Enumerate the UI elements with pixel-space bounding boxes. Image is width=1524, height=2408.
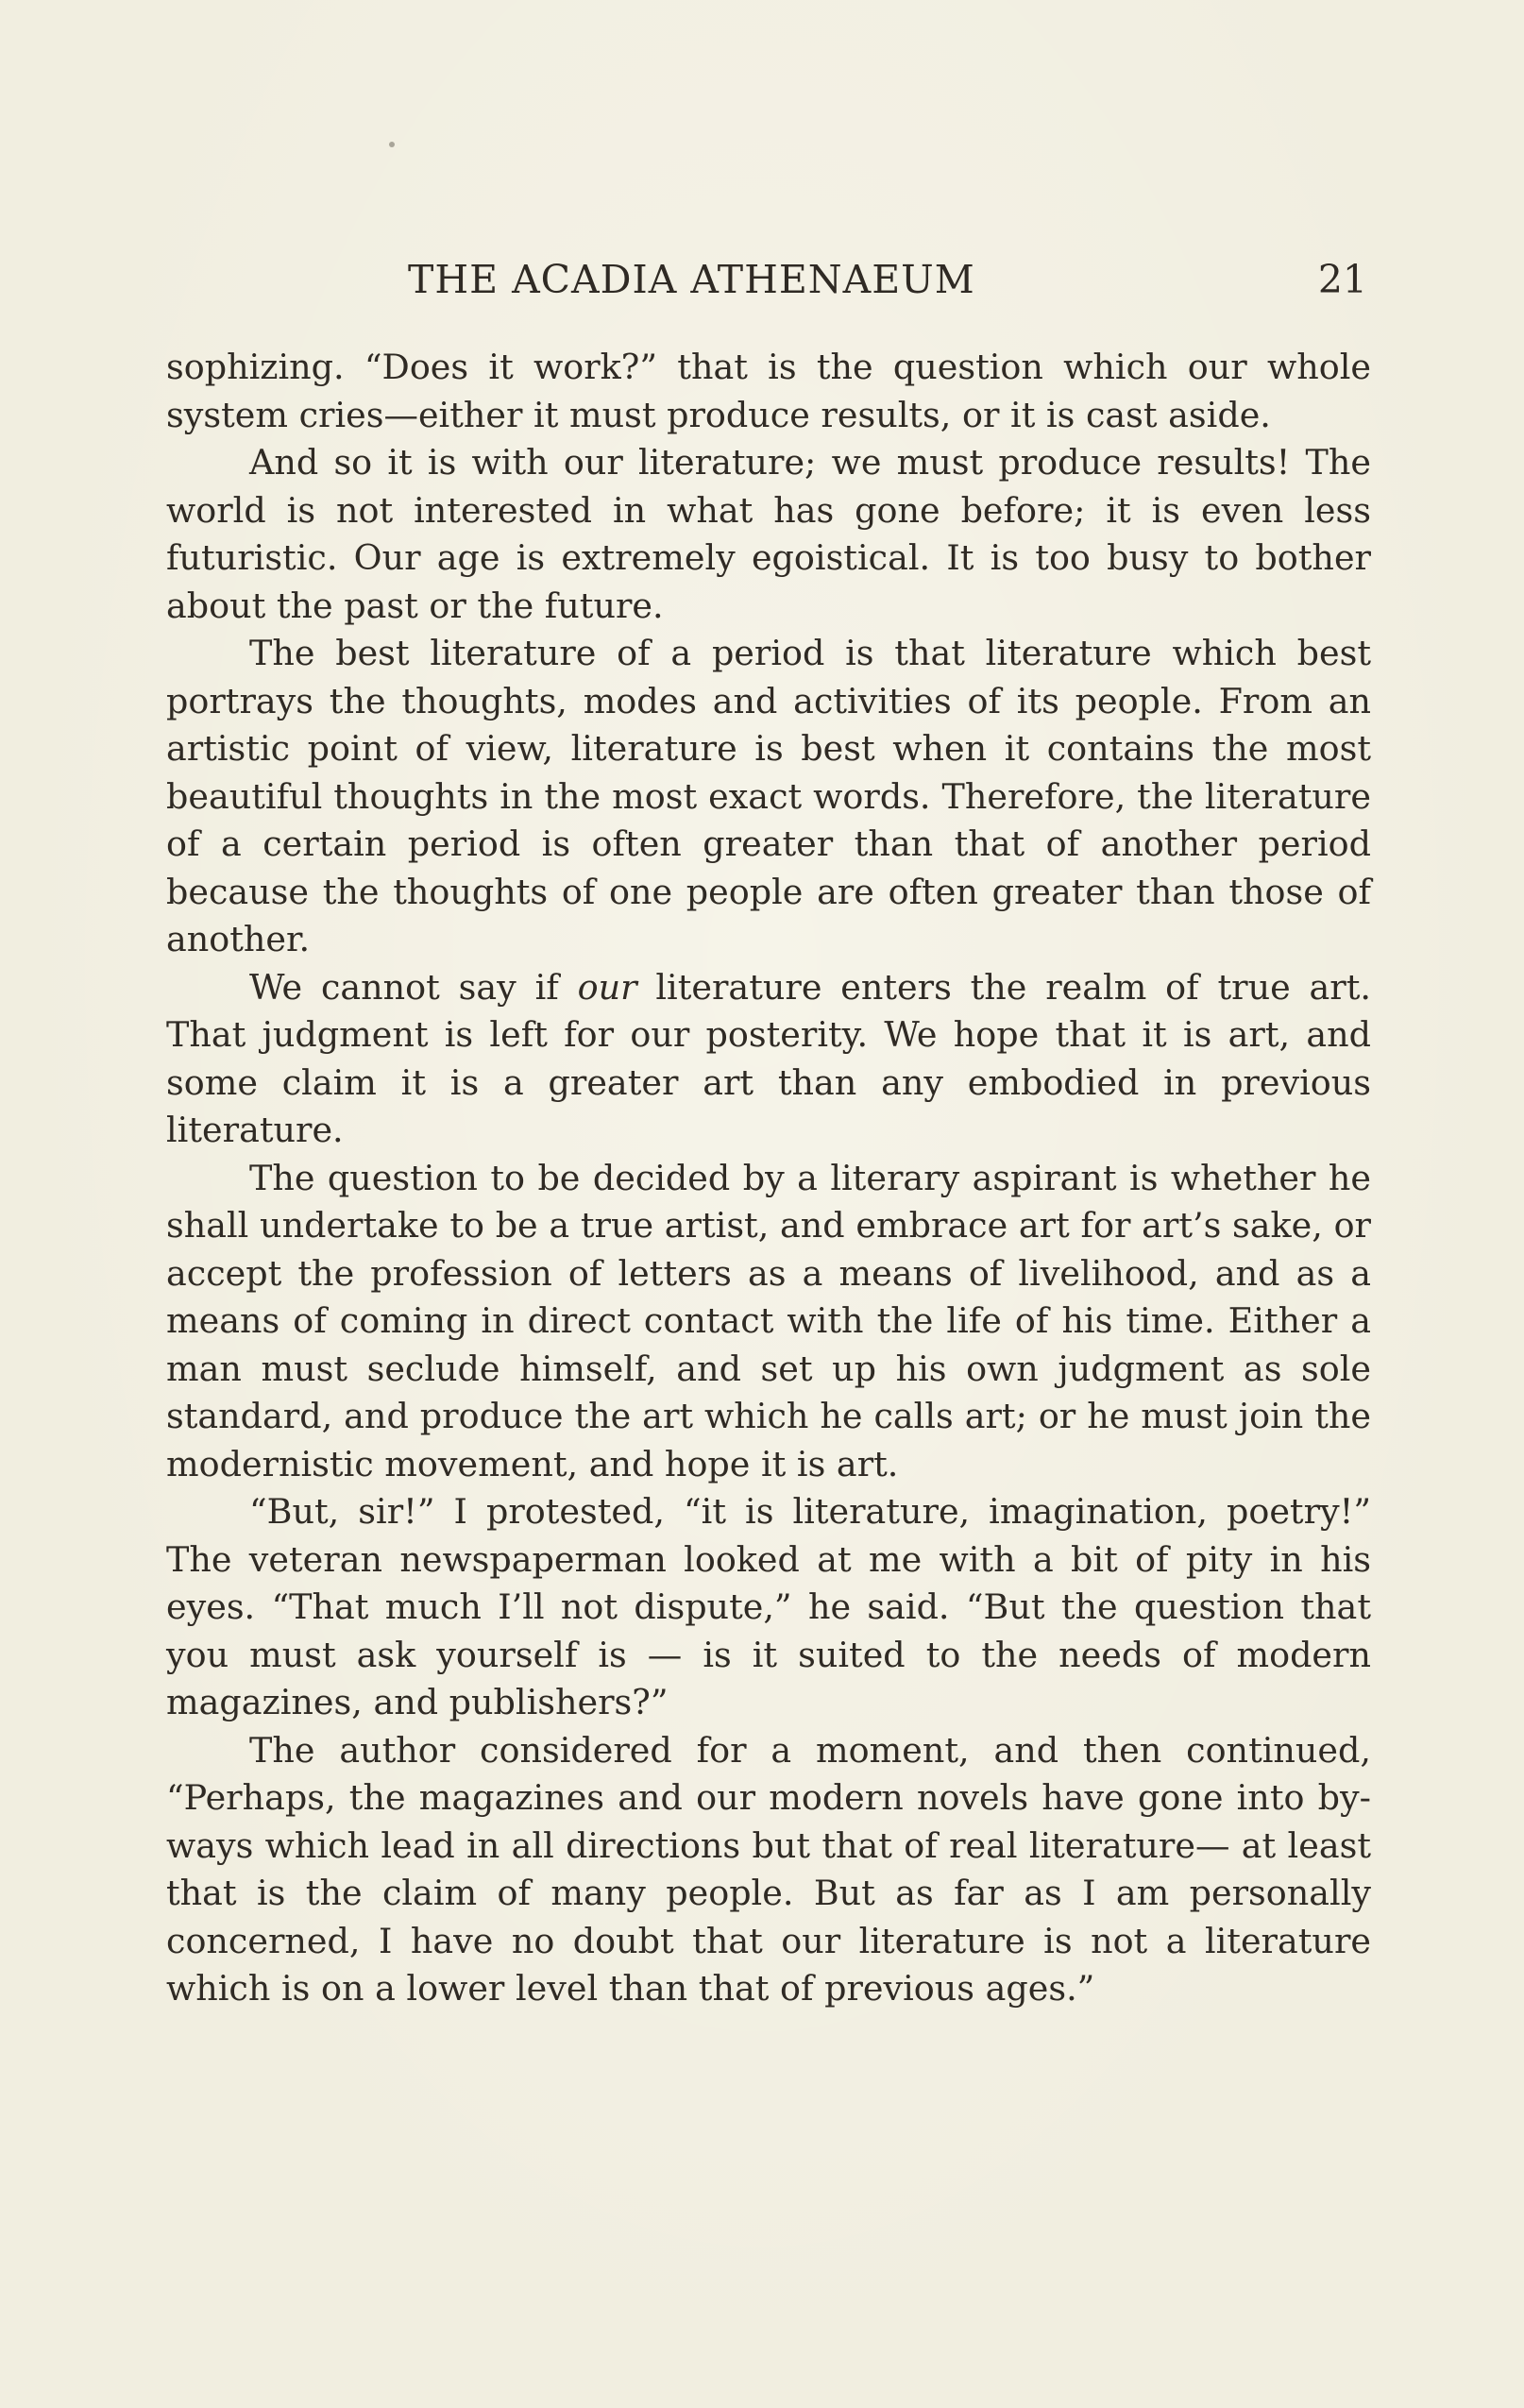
running-title: THE ACADIA ATHENAEUM (408, 257, 975, 302)
paragraph-4-end: literature enters the realm of true art. That judgment is left for our posterity. We hope that it is art, and some claim it is a greater art than any embodied in previous literature. (166, 966, 1371, 1150)
paragraph-6: “But, sir!” I protested, “it is literature, imagination, poetry!” The veteran newspaperman looked at me with a bit of pity in his eyes. “That much I’ll not dispute,” he said. “But the question that you must ask yourself is — is it suited to the needs of modern magazines, and publishers?” (166, 1491, 1371, 1722)
running-header (166, 253, 1367, 306)
italic-word: our (577, 966, 637, 1008)
paragraph-3: The best literature of a period is that literature which best portrays the thoughts, modes and activities of its people. From an artistic point of view, literature is best when it contains the most beautiful thoughts in the most exact words. Therefore, the literature of a certain period is often greater than that of another period because the thoughts of one people are often greater than those of another. (166, 633, 1371, 959)
page-number: 21 (1317, 257, 1367, 302)
article-body (166, 344, 1371, 2013)
paragraph-2: And so it is with our literature; we must produce results! The world is not interested in what has gone before; it is even less futuristic. Our age is extremely egoistical. It is too busy to bother about the past or the future. (166, 442, 1371, 626)
paragraph-4-start: We cannot say if (249, 966, 578, 1008)
paragraph-1: sophizing. “Does it work?” that is the question which our whole system cries—either it must produce results, or it is cast aside. (166, 347, 1371, 435)
paragraph-4 (166, 964, 1371, 1155)
paragraph-5: The question to be decided by a literary aspirant is whether he shall undertake to be a true artist, and embrace art for art’s sake, or accept the profession of letters as a means of livelihood, and as a means of coming in direct contact with the life of his time. Either a man must seclude himself, and set up his own judgment as sole standard, and produce the art which he calls art; or he must join the modernistic movement, and hope it is art. (166, 1157, 1371, 1484)
paragraph-7: The author considered for a moment, and then continued, “Perhaps, the magazines and our modern novels have gone into by-ways which lead in all directions but that of real literature— at least that is the claim of many people. But as far as I am personally concerned, I have no doubt that our literature is not a literature which is on a lower level than that of previous ages.” (166, 1729, 1371, 2009)
ink-speck (389, 142, 395, 147)
